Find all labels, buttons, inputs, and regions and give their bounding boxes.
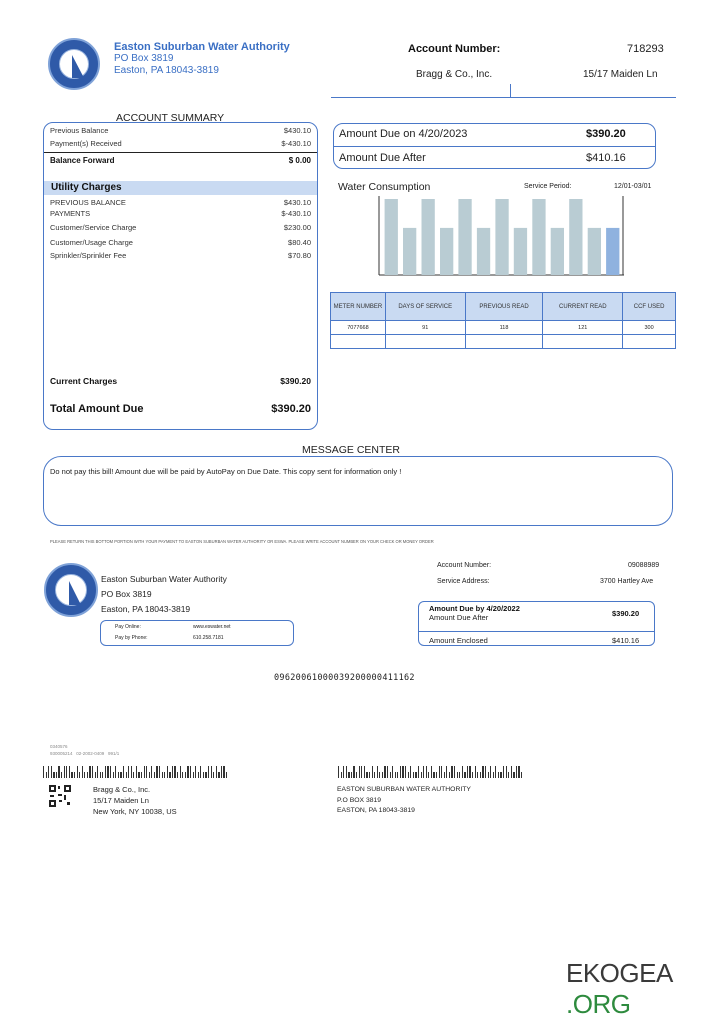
barcode-bar xyxy=(190,766,191,778)
line-label: PAYMENTS xyxy=(50,209,91,218)
barcode-bar xyxy=(128,766,129,778)
consumption-title: Water Consumption xyxy=(338,181,431,193)
barcode-bar xyxy=(95,772,96,778)
barcode-bar xyxy=(488,772,489,778)
previous-balance-label: Previous Balance xyxy=(50,126,109,135)
barcode-bar xyxy=(97,766,98,778)
barcode-bar xyxy=(149,772,150,778)
balance-forward-label: Balance Forward xyxy=(50,156,115,165)
barcode-bar xyxy=(433,772,434,778)
barcode-bar xyxy=(162,772,163,778)
consumption-bar xyxy=(569,199,582,275)
barcode-bar xyxy=(53,772,54,778)
stub-service-label: Service Address: xyxy=(437,578,490,585)
stub-enclosed-value: $410.16 xyxy=(612,636,640,645)
pay-phone-label: Pay by Phone: xyxy=(115,635,148,641)
payments-value: $-430.10 xyxy=(281,139,311,148)
pay-options-box xyxy=(100,620,294,646)
barcode-bar xyxy=(79,772,80,778)
barcode-bar xyxy=(126,772,127,778)
barcode-bar xyxy=(115,766,116,778)
consumption-chart xyxy=(378,196,624,276)
barcode-bar xyxy=(348,772,349,778)
barcode-bar xyxy=(359,766,360,778)
account-number: 718293 xyxy=(627,43,664,55)
barcode-bar xyxy=(457,772,458,778)
barcode-bar xyxy=(82,766,83,778)
barcode-bar xyxy=(177,772,178,778)
current-read-cell: 121 xyxy=(543,321,623,335)
header-previous-read: PREVIOUS READ xyxy=(465,293,543,321)
barcode-bar xyxy=(136,766,137,778)
barcode-bar xyxy=(48,766,49,778)
line-sprinkler-fee xyxy=(50,251,311,260)
header-divider xyxy=(331,97,676,98)
barcode-bar xyxy=(46,772,47,778)
barcode-bar xyxy=(374,772,375,778)
authority-mail-line-1: EASTON SUBURBAN WATER AUTHORITY xyxy=(337,786,471,793)
barcode-bar xyxy=(87,772,88,778)
barcode-bar xyxy=(169,772,170,778)
stub-amount-divider xyxy=(419,631,654,632)
barcode-bar xyxy=(508,772,509,778)
current-charges-value: $390.20 xyxy=(280,376,311,386)
barcode-bar xyxy=(216,766,217,778)
amount-due-box xyxy=(333,123,656,169)
line-value: $70.80 xyxy=(288,251,311,260)
consumption-bar xyxy=(385,199,398,275)
consumption-bar xyxy=(422,199,435,275)
previous-balance-value: $430.10 xyxy=(283,126,311,135)
barcode-bar xyxy=(174,766,175,778)
barcode-bar xyxy=(84,772,85,778)
consumption-bar xyxy=(606,228,619,275)
barcode-bar xyxy=(516,766,517,778)
barcode-bar xyxy=(182,772,183,778)
stub-due-after-label: Amount Due After xyxy=(429,613,489,622)
barcode-bar xyxy=(208,766,209,778)
account-number-label: Account Number: xyxy=(408,43,501,55)
barcode-bar xyxy=(395,772,396,778)
barcode-bar xyxy=(343,766,344,778)
barcode-bar xyxy=(366,772,367,778)
header-days-of-service: DAYS OF SERVICE xyxy=(385,293,465,321)
consumption-bar xyxy=(532,199,545,275)
barcode-bar xyxy=(92,766,93,778)
barcode-bar xyxy=(167,766,168,778)
stub-city: Easton, PA 18043-3819 xyxy=(101,604,191,614)
barcode-bar xyxy=(107,766,108,778)
barcode-bar xyxy=(423,766,424,778)
consumption-bar xyxy=(514,228,527,275)
message-center-box xyxy=(43,456,673,526)
line-label: Customer/Usage Charge xyxy=(50,238,133,247)
watermark-label: EKOGEA xyxy=(566,958,672,988)
barcode-bar xyxy=(428,772,429,778)
barcode-bar xyxy=(221,766,222,778)
barcode-bar xyxy=(436,772,437,778)
barcode-bar xyxy=(449,772,450,778)
barcode-bar xyxy=(43,766,44,778)
previous-balance-row xyxy=(50,126,311,135)
barcode-bar xyxy=(58,766,59,778)
stub-due-by-value: $390.20 xyxy=(612,609,640,618)
barcode-bar xyxy=(477,772,478,778)
barcode-bar xyxy=(223,766,224,778)
barcode-bar xyxy=(464,772,465,778)
line-service-charge xyxy=(50,223,311,232)
barcode-bar xyxy=(159,766,160,778)
mail-code-2: 930005214 02-2002-0409 991/1 xyxy=(50,751,120,756)
header-current-read: CURRENT READ xyxy=(543,293,623,321)
balance-forward-row xyxy=(50,156,311,165)
header-meter-number: METER NUMBER xyxy=(331,293,386,321)
stub-org-name: Easton Suburban Water Authority xyxy=(101,574,227,584)
account-summary-title: ACCOUNT SUMMARY xyxy=(116,112,225,124)
authority-mail-line-3: EASTON, PA 18043-3819 xyxy=(337,807,415,814)
barcode-bar xyxy=(431,766,432,778)
barcode-bar xyxy=(56,772,57,778)
barcode-bar xyxy=(213,772,214,778)
barcode-bar xyxy=(379,772,380,778)
barcode-bar xyxy=(498,772,499,778)
barcode-bar xyxy=(364,766,365,778)
barcode-bar xyxy=(64,766,65,778)
barcode-bar xyxy=(495,766,496,778)
barcode-bar xyxy=(421,772,422,778)
pay-phone-value: 610.258.7181 xyxy=(193,635,224,641)
barcode-bar xyxy=(351,772,352,778)
watermark-org: .ORG xyxy=(566,989,631,1019)
table-row-empty xyxy=(331,335,676,349)
message-center-title: MESSAGE CENTER xyxy=(302,444,401,456)
barcode-bar xyxy=(475,766,476,778)
mail-code-1: 0340576 xyxy=(50,744,68,749)
barcode-bar xyxy=(356,772,357,778)
due-box-divider xyxy=(334,146,655,147)
current-charges-row xyxy=(50,376,311,386)
current-charges-label: Current Charges xyxy=(50,376,118,386)
qr-code xyxy=(49,785,71,807)
consumption-bar xyxy=(495,199,508,275)
return-notice: PLEASE RETURN THIS BOTTOM PORTION WITH YOUR PAYMENT TO EASTON SUBURBAN WATER AUTHORITY OR ESWA. PLEASE WRITE ACCOUNT NUMBER ON YOUR CHECK OR MONEY ORDER xyxy=(50,539,434,544)
barcode-bar xyxy=(467,766,468,778)
pay-online-label: Pay Online: xyxy=(115,624,141,630)
barcode-bar xyxy=(500,772,501,778)
consumption-bar xyxy=(551,228,564,275)
barcode-bar xyxy=(402,766,403,778)
barcode-bar xyxy=(195,766,196,778)
barcode-bar xyxy=(493,772,494,778)
authority-city: Easton, PA 18043-3819 xyxy=(114,65,219,76)
payments-label: Payment(s) Received xyxy=(50,139,122,148)
due-on-label: Amount Due on 4/20/2023 xyxy=(339,128,468,140)
barcode-bar xyxy=(110,766,111,778)
barcode-bar xyxy=(377,766,378,778)
consumption-bar xyxy=(403,228,416,275)
consumption-bar xyxy=(458,199,471,275)
consumption-bar xyxy=(440,228,453,275)
stub-account-label: Account Number: xyxy=(437,562,492,569)
barcode-bar xyxy=(454,766,455,778)
customer-address: 15/17 Maiden Ln xyxy=(583,69,658,80)
barcode-bar xyxy=(151,766,152,778)
barcode-bar xyxy=(71,772,72,778)
barcode-bar xyxy=(462,766,463,778)
customer-postal-barcode xyxy=(43,766,229,778)
total-due-row xyxy=(50,403,311,415)
barcode-bar xyxy=(146,766,147,778)
stub-account-value: 09088989 xyxy=(628,562,660,569)
stub-po-box: PO Box 3819 xyxy=(101,589,152,599)
barcode-bar xyxy=(405,766,406,778)
balance-forward-value: $ 0.00 xyxy=(288,156,311,165)
barcode-bar xyxy=(472,772,473,778)
barcode-bar xyxy=(469,766,470,778)
barcode-bar xyxy=(444,772,445,778)
barcode-bar xyxy=(521,772,522,778)
utility-charges-title: Utility Charges xyxy=(51,182,122,193)
barcode-bar xyxy=(89,766,90,778)
summary-divider xyxy=(44,152,317,153)
customer-mail-line-1: Bragg & Co., Inc. xyxy=(93,785,151,794)
barcode-bar xyxy=(123,766,124,778)
line-label: Customer/Service Charge xyxy=(50,223,137,232)
barcode-bar xyxy=(164,772,165,778)
barcode-bar xyxy=(193,772,194,778)
barcode-bar xyxy=(372,766,373,778)
stub-amount-box xyxy=(418,601,655,646)
barcode-bar xyxy=(459,772,460,778)
authority-mail-line-2: P.O BOX 3819 xyxy=(337,797,382,804)
authority-postal-barcode xyxy=(338,766,524,778)
service-period-value: 12/01-03/01 xyxy=(614,183,652,190)
customer-mail-line-3: New York, NY 10038, US xyxy=(93,807,177,816)
barcode-bar xyxy=(413,772,414,778)
days-of-service-cell: 91 xyxy=(385,321,465,335)
barcode-bar xyxy=(198,772,199,778)
watermark-text xyxy=(566,958,720,1020)
line-label: Sprinkler/Sprinkler Fee xyxy=(50,251,127,260)
account-summary-box xyxy=(43,122,318,430)
barcode-bar xyxy=(180,766,181,778)
barcode-bar xyxy=(77,766,78,778)
barcode-bar xyxy=(102,772,103,778)
utility-charges-header xyxy=(44,181,317,195)
line-value: $80.40 xyxy=(288,238,311,247)
line-value: $230.00 xyxy=(283,223,311,232)
barcode-bar xyxy=(172,766,173,778)
barcode-bar xyxy=(451,766,452,778)
barcode-bar xyxy=(392,766,393,778)
barcode-bar xyxy=(511,766,512,778)
line-value: $430.10 xyxy=(283,198,311,207)
line-previous-balance xyxy=(50,198,311,207)
barcode-bar xyxy=(410,766,411,778)
barcode-bar xyxy=(226,772,227,778)
pay-online-link[interactable]: www.eswater.net xyxy=(193,624,231,630)
barcode-bar xyxy=(51,766,52,778)
barcode-bar xyxy=(118,772,119,778)
barcode-bar xyxy=(418,766,419,778)
meter-number-cell: 7077668 xyxy=(331,321,386,335)
stub-enclosed-label: Amount Enclosed xyxy=(429,636,488,645)
authority-po-box: PO Box 3819 xyxy=(114,53,174,64)
barcode-bar xyxy=(203,772,204,778)
previous-read-cell: 118 xyxy=(465,321,543,335)
barcode-bar xyxy=(506,766,507,778)
barcode-bar xyxy=(400,766,401,778)
barcode-bar xyxy=(144,766,145,778)
barcode-bar xyxy=(441,766,442,778)
barcode-bar xyxy=(361,766,362,778)
meter-table xyxy=(330,292,676,349)
due-on-value: $390.20 xyxy=(586,128,626,140)
barcode-bar xyxy=(397,772,398,778)
barcode-bar xyxy=(185,772,186,778)
header-ccf-used: CCF USED xyxy=(623,293,676,321)
barcode-bar xyxy=(387,766,388,778)
consumption-bar xyxy=(477,228,490,275)
barcode-bar xyxy=(415,772,416,778)
barcode-bar xyxy=(156,766,157,778)
barcode-bar xyxy=(482,766,483,778)
barcode-bar xyxy=(187,766,188,778)
line-usage-charge xyxy=(50,238,311,247)
barcode-bar xyxy=(518,766,519,778)
barcode-bar xyxy=(503,766,504,778)
table-row xyxy=(331,321,676,335)
message-center-text: Do not pay this bill! Amount due will be paid by AutoPay on Due Date. This copy sent for information only ! xyxy=(50,467,402,476)
barcode-bar xyxy=(218,772,219,778)
barcode-bar xyxy=(382,772,383,778)
line-payments xyxy=(50,209,311,218)
line-label: PREVIOUS BALANCE xyxy=(50,198,126,207)
barcode-bar xyxy=(205,772,206,778)
barcode-bar xyxy=(211,766,212,778)
consumption-bar xyxy=(588,228,601,275)
barcode-bar xyxy=(69,766,70,778)
authority-logo xyxy=(48,38,100,90)
barcode-bar xyxy=(131,766,132,778)
barcode-bar xyxy=(120,772,121,778)
barcode-bar xyxy=(513,772,514,778)
barcode-bar xyxy=(490,766,491,778)
barcode-bar xyxy=(338,766,339,778)
scan-line: 09620061000039200000411162 xyxy=(274,673,415,683)
customer-name: Bragg & Co., Inc. xyxy=(416,69,493,80)
meter-table-header xyxy=(331,293,676,321)
barcode-bar xyxy=(439,766,440,778)
stub-service-value: 3700 Hartley Ave xyxy=(600,578,654,585)
authority-name: Easton Suburban Water Authority xyxy=(114,41,290,53)
payments-row xyxy=(50,139,311,148)
barcode-bar xyxy=(384,766,385,778)
total-due-label: Total Amount Due xyxy=(50,403,144,415)
barcode-bar xyxy=(61,772,62,778)
barcode-bar xyxy=(408,772,409,778)
barcode-bar xyxy=(485,766,486,778)
header-divider-tick xyxy=(510,84,511,98)
stub-due-by-label: Amount Due by 4/20/2022 xyxy=(429,604,520,613)
barcode-bar xyxy=(346,766,347,778)
barcode-bar xyxy=(74,772,75,778)
barcode-bar xyxy=(200,766,201,778)
barcode-bar xyxy=(353,766,354,778)
stub-logo xyxy=(44,563,98,617)
customer-mail-line-2: 15/17 Maiden Ln xyxy=(93,796,149,805)
barcode-bar xyxy=(154,772,155,778)
due-after-label: Amount Due After xyxy=(339,152,426,164)
barcode-bar xyxy=(480,772,481,778)
barcode-bar xyxy=(113,772,114,778)
barcode-bar xyxy=(426,766,427,778)
barcode-bar xyxy=(141,772,142,778)
due-after-value: $410.16 xyxy=(586,152,626,164)
total-due-value: $390.20 xyxy=(271,403,311,415)
barcode-bar xyxy=(100,772,101,778)
barcode-bar xyxy=(341,772,342,778)
barcode-bar xyxy=(446,766,447,778)
barcode-bar xyxy=(105,766,106,778)
barcode-bar xyxy=(369,772,370,778)
barcode-bar xyxy=(390,772,391,778)
service-period-label: Service Period: xyxy=(524,183,572,190)
barcode-bar xyxy=(138,772,139,778)
barcode-bar xyxy=(133,772,134,778)
ccf-used-cell: 300 xyxy=(623,321,676,335)
barcode-bar xyxy=(66,766,67,778)
line-value: $-430.10 xyxy=(281,209,311,218)
